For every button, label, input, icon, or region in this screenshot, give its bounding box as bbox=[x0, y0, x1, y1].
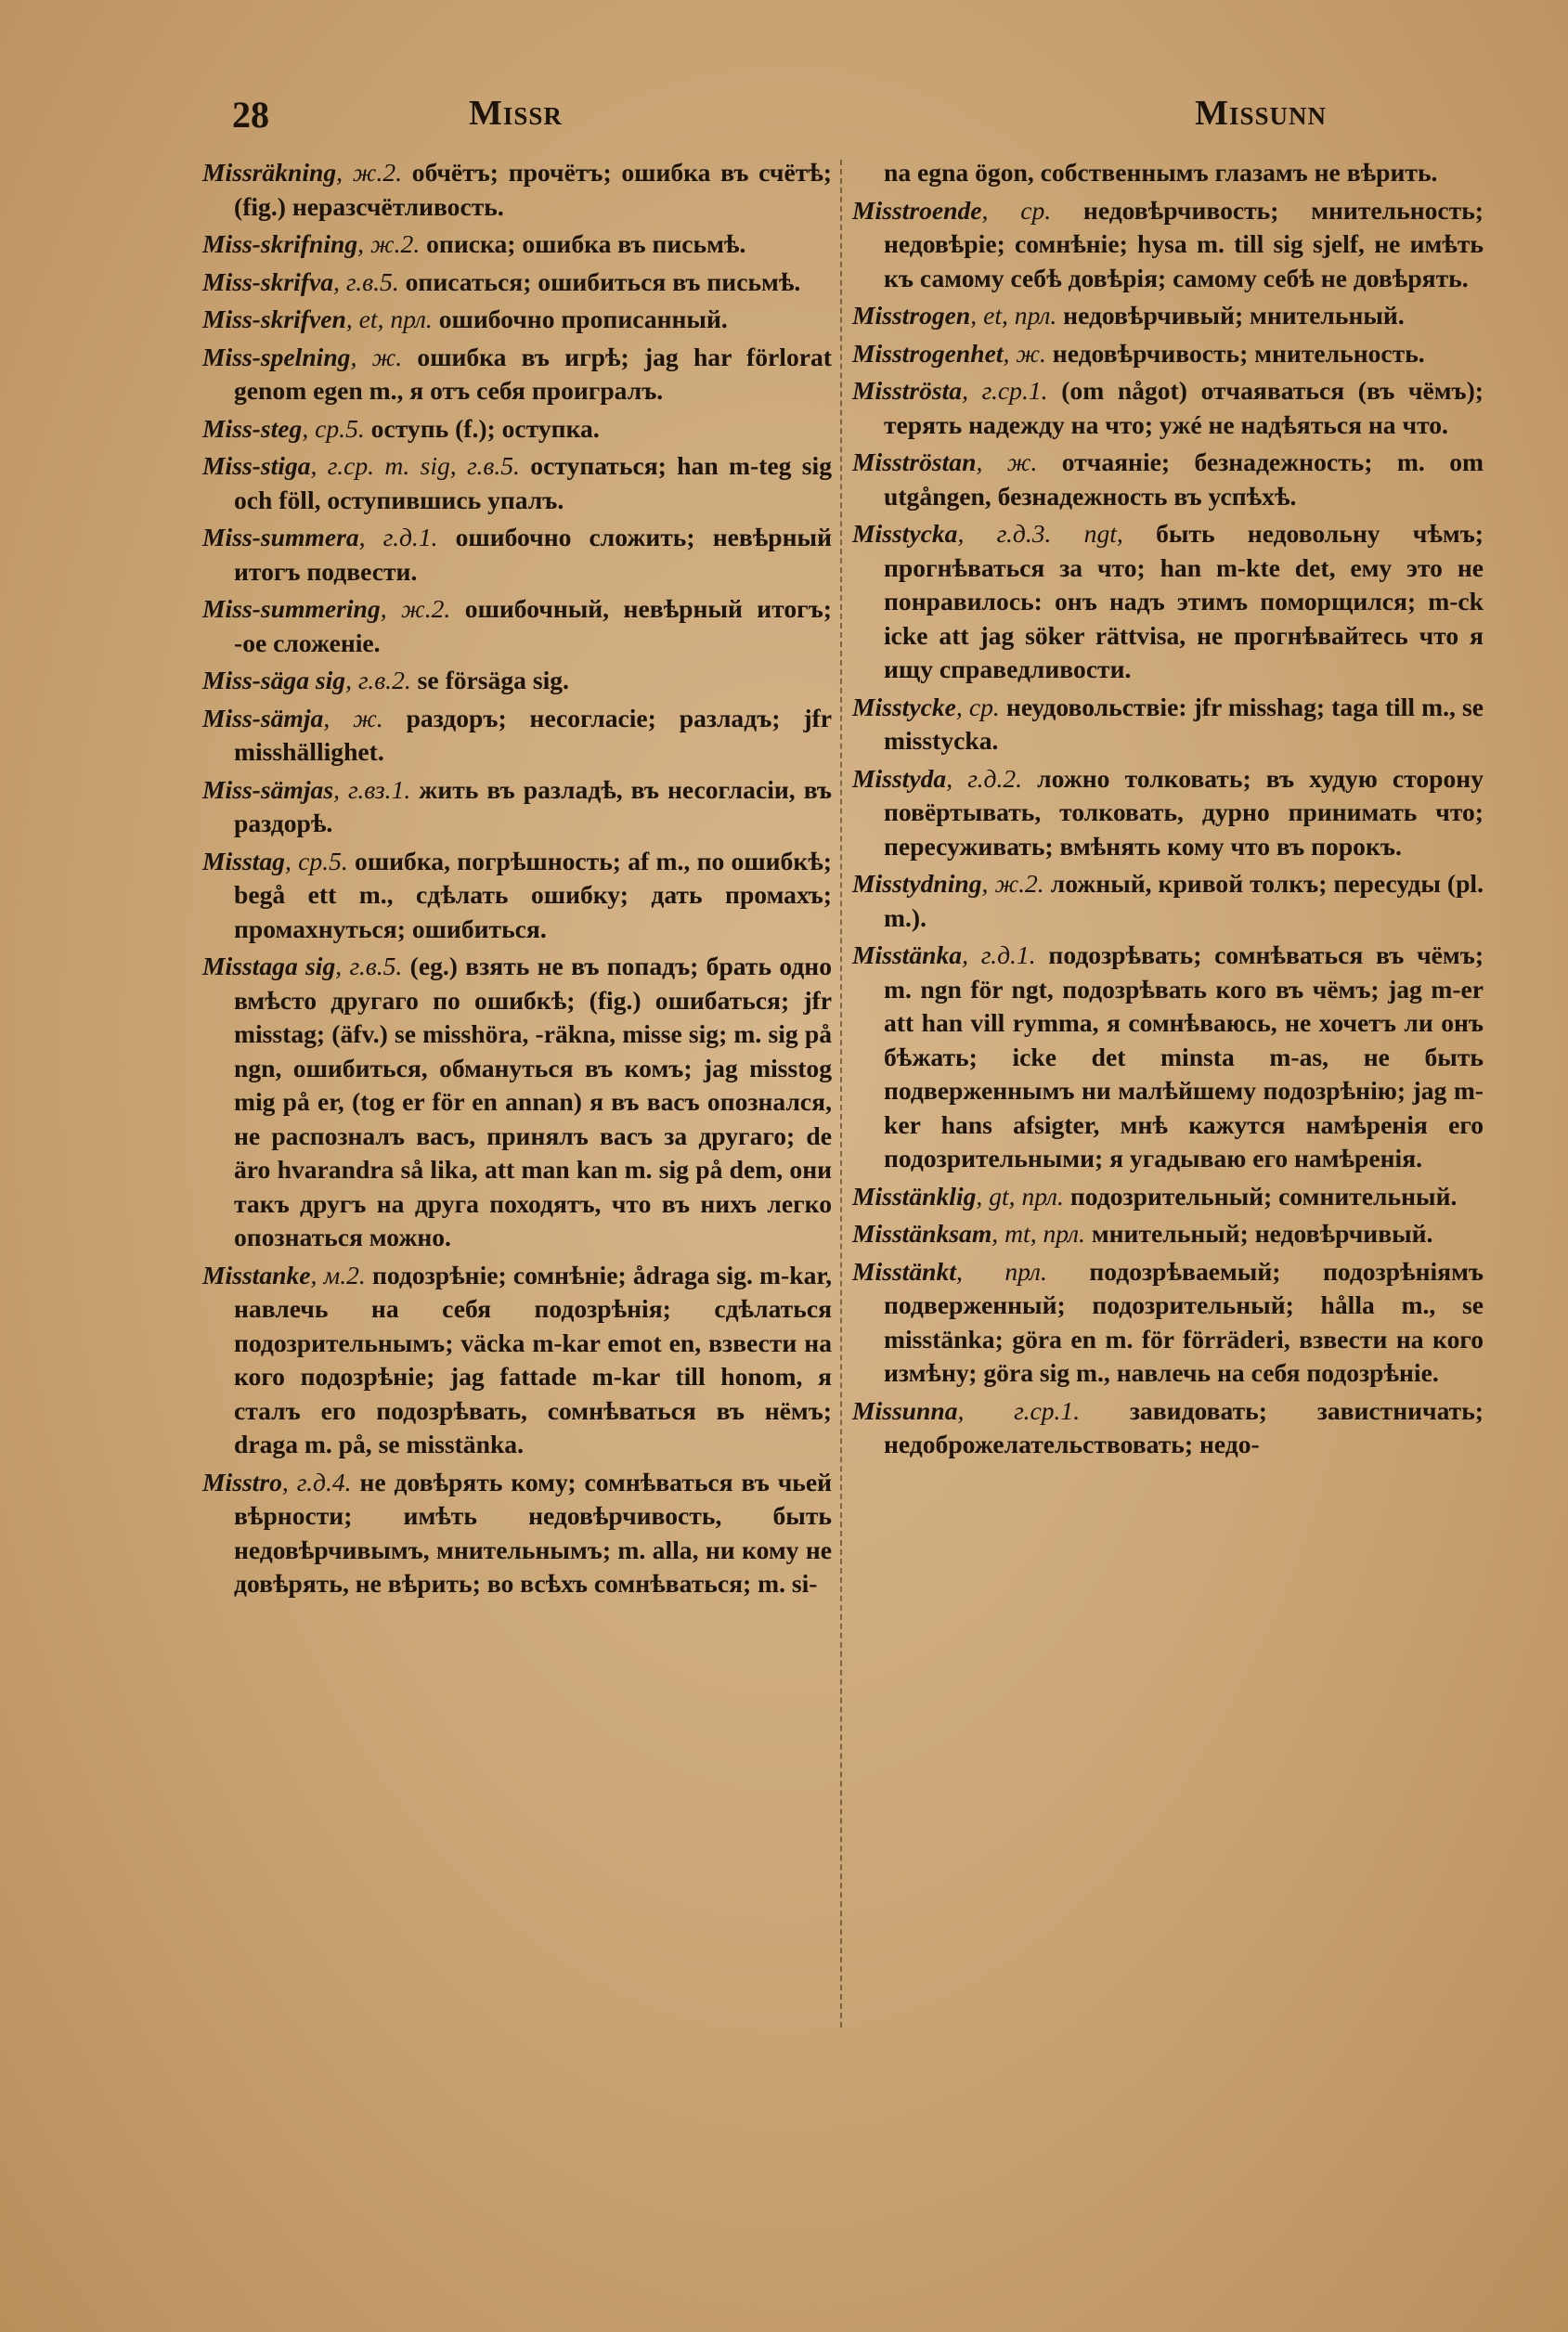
entry-definition: ошибочно прописанный. bbox=[432, 304, 728, 333]
entry-grammar-note: , ср.5. bbox=[284, 846, 348, 875]
entry-grammar-note: , et, прл. bbox=[970, 301, 1057, 330]
dictionary-entry bbox=[852, 517, 1484, 687]
entry-grammar-note: , et, прл. bbox=[345, 304, 433, 333]
entry-definition: se försäga sig. bbox=[410, 666, 569, 694]
entry-grammar-note: , mt, прл. bbox=[991, 1219, 1085, 1248]
left-column bbox=[202, 156, 832, 1605]
entry-grammar-note: , г.д.1. bbox=[962, 940, 1036, 969]
entry-definition: отчаяніе; безнадежность; m. om utgången, безнадежность въ успѣхѣ. bbox=[884, 447, 1484, 511]
dictionary-entry bbox=[202, 664, 832, 698]
right-column bbox=[852, 156, 1484, 1466]
dictionary-entry bbox=[852, 337, 1484, 371]
entry-definition: быть недовольну чѣмъ; прогнѣваться за что; han m-kte det, ему это не понравилось: онъ надъ этимъ поморщился; m-ck icke att jag söker rättvisa, не прогнѣвайтесь что я ищу справедливости. bbox=[884, 519, 1484, 683]
dictionary-entry bbox=[852, 691, 1484, 758]
entry-headword: Misstag bbox=[202, 846, 285, 875]
entry-grammar-note: , ж. bbox=[323, 703, 383, 732]
entry-definition: ложный, кривой толкъ; пересуды (pl. m.). bbox=[884, 869, 1484, 932]
dictionary-entry bbox=[852, 867, 1484, 935]
entry-grammar-note: , г.д.1. bbox=[358, 523, 438, 551]
dictionary-entry bbox=[202, 773, 832, 841]
dictionary-entry bbox=[202, 845, 832, 947]
entry-headword: Misstanke bbox=[202, 1260, 311, 1289]
entry-definition: ошибка въ игрѣ; jag har förlorat genom egen m., я отъ себя проигралъ. bbox=[234, 342, 832, 405]
entry-grammar-note: , ср. bbox=[981, 195, 1052, 225]
entry-definition: подозрѣвать; сомнѣваться въ чёмъ; m. ngn för ngt, подозрѣвать кого въ чёмъ; jag m-er att han vill rymma, я сомнѣваюсь, не хочетъ ли онъ бѣжать; icke det minsta m-as, не быть подверженнымъ ни малѣйшему подозрѣнію; jag m-ker hans afsigter, мнѣ кажутся намѣренія его подозрительными; я угадываю его намѣренія. bbox=[884, 940, 1484, 1172]
entry-definition: обчётъ; прочётъ; ошибка въ счётѣ; (fig.) неразсчётливость. bbox=[234, 158, 832, 221]
entry-headword: Miss-skrifva bbox=[202, 266, 334, 296]
left-guide-word: Missr bbox=[469, 94, 563, 133]
entry-headword: Miss-sämjas bbox=[202, 774, 334, 804]
entry-headword: Miss-spelning bbox=[202, 342, 351, 371]
entry-headword: Miss-steg bbox=[202, 413, 303, 443]
entry-headword: Misstänkt bbox=[852, 1256, 956, 1286]
entry-definition: подозрительный; сомнительный. bbox=[1063, 1181, 1458, 1211]
entry-grammar-note: , ср. bbox=[955, 692, 1000, 721]
page-number: 28 bbox=[232, 94, 269, 136]
entry-grammar-note: , г.ср.1. bbox=[962, 376, 1048, 405]
entry-definition: недовѣрчивый; мнительный. bbox=[1056, 301, 1405, 330]
dictionary-entry bbox=[852, 1217, 1484, 1251]
entry-headword: Misstrogen bbox=[852, 301, 971, 330]
dictionary-entry bbox=[202, 227, 832, 262]
entry-grammar-note: , г.вз.1. bbox=[333, 774, 411, 804]
entry-definition: не довѣрять кому; сомнѣваться въ чьей вѣрности; имѣть недовѣрчивость, быть недовѣрчивымъ, мнительнымъ; m. alla, ни кому не довѣрять, не вѣрить; во всѣхъ сомнѣваться; m. si- bbox=[234, 1467, 833, 1598]
entry-grammar-note: , г.ср. m. sig, г.в.5. bbox=[310, 451, 520, 480]
entry-headword: Miss-sämja bbox=[202, 703, 324, 732]
entry-headword: Misstyda bbox=[852, 763, 947, 793]
entry-grammar-note: , г.в.5. bbox=[335, 952, 403, 980]
entry-headword: Misstänklig bbox=[852, 1181, 977, 1211]
entry-definition: оступаться; han m-teg sig och föll, оступившись упалъ. bbox=[234, 451, 832, 514]
entry-grammar-note: , г.д.2. bbox=[946, 763, 1023, 793]
entry-grammar-note: , м.2. bbox=[310, 1260, 366, 1289]
entry-headword: Misströstan bbox=[852, 447, 977, 476]
entry-headword: Misstrogenhet bbox=[852, 338, 1004, 368]
entry-definition: описка; ошибка въ письмѣ. bbox=[420, 229, 746, 258]
entry-headword: Miss-stiga bbox=[202, 451, 311, 480]
dictionary-entry bbox=[852, 156, 1484, 190]
entry-definition: неудовольствіе: jfr misshag; taga till m., se misstycka. bbox=[884, 692, 1484, 755]
dictionary-entry bbox=[852, 374, 1484, 442]
entry-definition: недовѣрчивость; мнительность. bbox=[1045, 338, 1425, 368]
dictionary-entry bbox=[852, 939, 1484, 1176]
entry-headword: Misstycke bbox=[852, 692, 956, 721]
dictionary-entry bbox=[852, 762, 1484, 864]
entry-grammar-note: , г.в.2. bbox=[345, 666, 411, 694]
dictionary-entry bbox=[202, 1466, 832, 1601]
entry-grammar-note: , г.ср.1. bbox=[957, 1395, 1081, 1425]
entry-definition: na egna ögon, собственнымъ глазамъ не вѣрить. bbox=[884, 158, 1438, 187]
entry-definition: жить въ разладѣ, въ несогласіи, въ раздорѣ. bbox=[234, 774, 832, 837]
entry-headword: Missunna bbox=[852, 1395, 958, 1425]
entry-headword: Misströsta bbox=[852, 376, 963, 405]
entry-headword: Misstänksam bbox=[852, 1219, 992, 1248]
dictionary-entry bbox=[202, 412, 832, 447]
entry-grammar-note: , ж.2. bbox=[336, 158, 403, 187]
entry-grammar-note: , ж.2. bbox=[357, 229, 421, 258]
entry-definition: (om något) отчаяваться (въ чёмъ); терять надежду на что; ужé не надѣяться на что. bbox=[884, 376, 1484, 439]
dictionary-entry bbox=[852, 1180, 1484, 1214]
entry-definition: раздоръ; несогласіе; разладъ; jfr misshällighet. bbox=[234, 703, 832, 766]
entry-grammar-note: , ж.2. bbox=[981, 869, 1044, 898]
entry-grammar-note: , ж.2. bbox=[380, 594, 451, 623]
entry-definition: (eg.) взять не въ попадъ; брать одно вмѣсто другаго по ошибкѣ; (fig.) ошибаться; jfr misstag; (äfv.) se misshöra, -räkna, misse sig; m. sig på ngn, ошибиться, обмануться въ комъ; jag misstog mig på er, (tog er för en annan) я въ васъ опознался, не распозналъ васъ, принялъ васъ за другаго; de äro hvarandra så lika, att man kan m. sig på dem, они такъ другъ на друга походятъ, что въ нихъ легко опознаться можно. bbox=[234, 952, 833, 1251]
entry-grammar-note: , г.в.5. bbox=[333, 266, 399, 296]
dictionary-entry bbox=[202, 266, 832, 300]
entry-headword: Misstaga sig bbox=[202, 952, 336, 980]
dictionary-entry bbox=[852, 299, 1484, 333]
entry-headword: Miss-skrifning bbox=[202, 229, 358, 258]
dictionary-entry bbox=[852, 1394, 1484, 1462]
entry-headword: Misstroende bbox=[852, 195, 982, 225]
dictionary-entry bbox=[202, 303, 832, 337]
entry-grammar-note: , прл. bbox=[955, 1256, 1047, 1286]
entry-headword: Miss-summera bbox=[202, 523, 359, 551]
entry-grammar-note: , г.д.4. bbox=[281, 1467, 352, 1496]
entry-definition: подозрѣніе; сомнѣніе; ådraga sig. m-kar, навлечь на себя подозрѣнія; сдѣлаться подозрительнымъ; väcka m-kar emot en, взвести на кого подозрѣніе; jag fattade m-kar till honom, я сталъ его подозрѣвать, сомнѣваться въ нёмъ; draga m. på, se misstänka. bbox=[234, 1260, 832, 1458]
page-header bbox=[223, 93, 1345, 149]
entry-headword: Miss-summering bbox=[202, 594, 381, 623]
entry-definition: недовѣрчивость; мнительность; недовѣріе; сомнѣніе; hysa m. till sig sjelf, не имѣть къ самому себѣ довѣрія; самому себѣ не довѣрять. bbox=[884, 195, 1484, 292]
entry-definition: описаться; ошибиться въ письмѣ. bbox=[398, 266, 801, 296]
entry-grammar-note: , ср.5. bbox=[302, 413, 365, 443]
entry-definition: оступь (f.); оступка. bbox=[364, 413, 600, 443]
dictionary-entry bbox=[202, 521, 832, 589]
entry-definition: ложно толковать; въ худую сторону повёртывать, толковать, дурно принимать что; пересуживать; вмѣнять кому что въ порокъ. bbox=[884, 763, 1484, 861]
entry-definition: мнительный; недовѣрчивый. bbox=[1084, 1219, 1433, 1248]
entry-definition: подозрѣваемый; подозрѣніямъ подверженный; подозрительный; hålla m., se misstänka; göra en m. för förräderi, взвести на кого измѣну; göra sig m., навлечь на себя подозрѣніе. bbox=[884, 1256, 1484, 1387]
dictionary-entry bbox=[852, 446, 1484, 513]
dictionary-entry bbox=[202, 449, 832, 517]
entry-headword: Missräkning bbox=[202, 158, 337, 187]
right-guide-word: Missunn bbox=[1195, 94, 1327, 133]
entry-headword: Misstänka bbox=[852, 940, 963, 969]
dictionary-entry bbox=[202, 702, 832, 770]
entry-grammar-note: , gt, прл. bbox=[976, 1181, 1064, 1211]
entry-grammar-note: , ж. bbox=[976, 447, 1038, 476]
entry-grammar-note: , ж. bbox=[350, 342, 403, 371]
entry-headword: Miss-säga sig bbox=[202, 666, 346, 694]
entry-headword: Misstydning bbox=[852, 869, 982, 898]
entry-definition: ошибочно сложить; невѣрный итогъ подвести. bbox=[234, 523, 832, 586]
entry-definition: ошибочный, невѣрный итогъ; -ое сложеніе. bbox=[234, 594, 832, 657]
dictionary-entry bbox=[202, 592, 832, 660]
entry-headword: Misstycka bbox=[852, 519, 958, 548]
dictionary-entry bbox=[202, 1259, 832, 1462]
dictionary-entry bbox=[202, 341, 832, 408]
entry-definition: ошибка, погрѣшность; af m., по ошибкѣ; begå ett m., сдѣлать ошибку; дать промахъ; промахнуться; ошибиться. bbox=[234, 846, 832, 943]
entry-headword: Misstro bbox=[202, 1467, 282, 1496]
dictionary-entry bbox=[202, 950, 832, 1255]
dictionary-entry bbox=[852, 194, 1484, 296]
entry-grammar-note: , ж. bbox=[1003, 338, 1046, 368]
entry-definition: завидовать; завистничать; недоброжелательствовать; недо- bbox=[884, 1395, 1484, 1458]
dictionary-entry bbox=[852, 1255, 1484, 1391]
entry-grammar-note: , г.д.3. ngt, bbox=[957, 519, 1123, 548]
dictionary-entry bbox=[202, 156, 832, 224]
entry-headword: Miss-skrifven bbox=[202, 304, 346, 333]
column-divider bbox=[840, 160, 842, 2028]
